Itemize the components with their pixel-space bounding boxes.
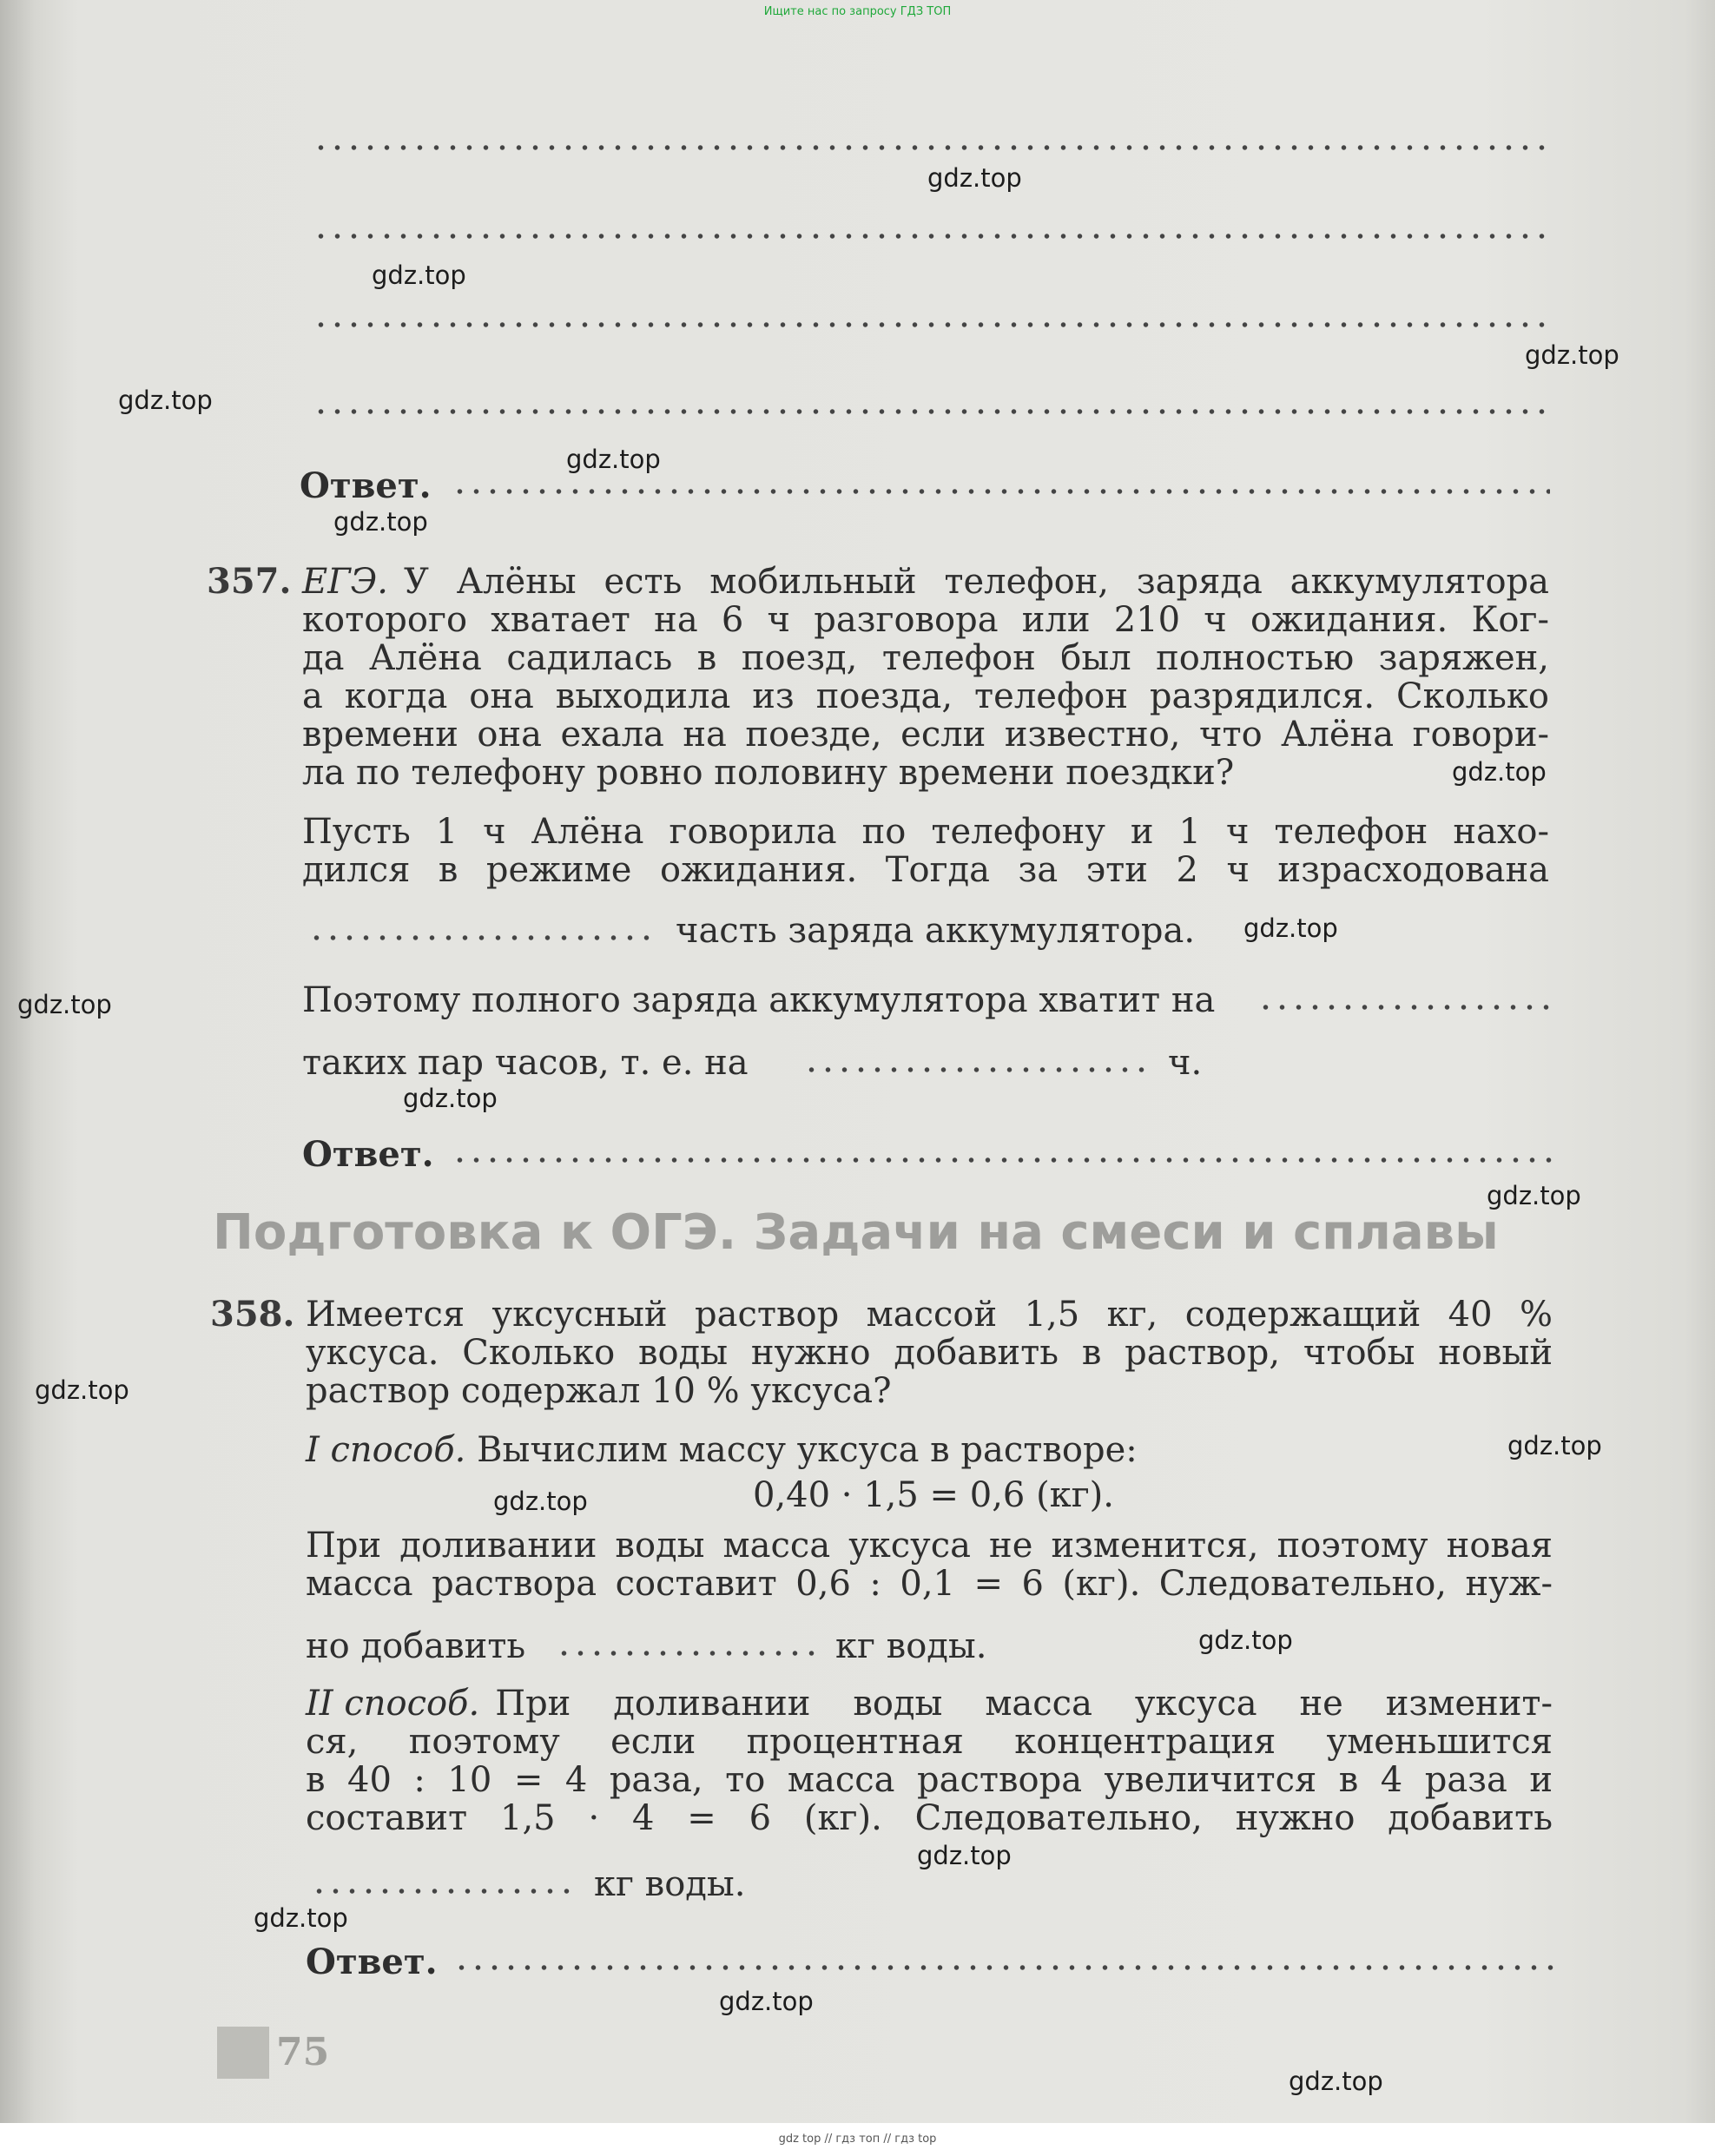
answer-line <box>452 1157 1553 1164</box>
exam-tag: ЕГЭ. <box>302 562 389 602</box>
method-text: При доливании воды масса уксуса не изменит- <box>495 1684 1553 1724</box>
watermark: gdz.top <box>17 990 112 1019</box>
problem-text: да Алёна садилась в поезд, телефон был полностью заряжен, <box>302 638 1549 678</box>
answer-line <box>313 408 1546 415</box>
blank-line <box>1257 1004 1553 1011</box>
problem-text: а когда она выходила из поезда, телефон разрядился. Сколько <box>302 676 1549 716</box>
problem-number: 358. <box>210 1294 295 1335</box>
solution-text: составит 1,5 · 4 = 6 (кг). Следовательно, нужно добавить <box>306 1798 1553 1838</box>
answer-line <box>452 488 1550 495</box>
answer-line <box>313 233 1546 240</box>
solution-text: кг воды. <box>835 1626 987 1666</box>
watermark: gdz.top <box>1452 757 1547 787</box>
answer-label: Ответ. <box>306 1942 438 1982</box>
solution-text: масса раствора составит 0,6 : 0,1 = 6 (кг). Следовательно, нуж- <box>306 1564 1553 1604</box>
page-number-box <box>217 2027 269 2079</box>
watermark: gdz.top <box>1243 913 1338 943</box>
method-label: I способ. <box>306 1430 466 1470</box>
solution-text: дился в режиме ожидания. Тогда за эти 2 ч израсходована <box>302 850 1549 890</box>
watermark: gdz.top <box>719 1987 814 2016</box>
solution-text: но добавить <box>306 1626 526 1666</box>
solution-text: Пусть 1 ч Алёна говорила по телефону и 1 ч телефон нахо- <box>302 812 1549 852</box>
formula: 0,40 · 1,5 = 0,6 (кг). <box>753 1475 1114 1515</box>
watermark: gdz.top <box>917 1841 1012 1870</box>
answer-label: Ответ. <box>302 1134 434 1175</box>
watermark: gdz.top <box>1289 2067 1383 2096</box>
method-1-intro <box>306 1431 1138 1469</box>
solution-text: таких пар часов, т. е. на <box>302 1043 749 1083</box>
watermark: gdz.top <box>927 163 1022 193</box>
problem-text: Имеется уксусный раствор массой 1,5 кг, содержащий 40 % <box>306 1295 1553 1335</box>
problem-text-rest: У Алёны есть мобильный телефон, заряда аккумулятора <box>404 562 1549 602</box>
method-text: Вычислим массу уксуса в растворе: <box>477 1430 1138 1470</box>
watermark: gdz.top <box>372 260 466 290</box>
problem-text: уксуса. Сколько воды нужно добавить в раствор, чтобы новый <box>306 1333 1553 1373</box>
problem-text: времени она ехала на поезде, если известно, что Алёна говори- <box>302 715 1549 755</box>
watermark: gdz.top <box>1198 1625 1293 1655</box>
solution-text: При доливании воды масса уксуса не изменится, поэтому новая <box>306 1526 1553 1566</box>
top-banner[interactable]: Ищите нас по запросу ГДЗ ТОП <box>763 5 952 18</box>
answer-line <box>313 144 1546 151</box>
problem-text: ла по телефону ровно половину времени поездки? <box>302 753 1235 793</box>
blank-line <box>311 1888 571 1895</box>
problem-text: раствор содержал 10 % уксуса? <box>306 1371 892 1411</box>
problem-text <box>302 563 1549 601</box>
page-number: 75 <box>276 2030 330 2074</box>
solution-text: кг воды. <box>594 1864 746 1904</box>
method-2-intro <box>306 1685 1553 1723</box>
watermark: gdz.top <box>1487 1181 1581 1210</box>
bottom-banner[interactable]: gdz top // гдз топ // гдз top <box>778 2133 937 2146</box>
section-heading: Подготовка к ОГЭ. Задачи на смеси и сплавы <box>213 1204 1499 1261</box>
watermark: gdz.top <box>493 1487 588 1516</box>
watermark: gdz.top <box>254 1903 348 1933</box>
solution-text: ч. <box>1168 1043 1203 1083</box>
blank-line <box>556 1650 816 1657</box>
answer-label: Ответ. <box>300 465 432 506</box>
answer-line <box>453 1964 1554 1971</box>
blank-line <box>803 1066 1146 1073</box>
problem-number: 357. <box>207 561 292 602</box>
solution-text: в 40 : 10 = 4 раза, то масса раствора увеличится в 4 раза и <box>306 1760 1553 1800</box>
watermark: gdz.top <box>118 386 213 415</box>
solution-text: ся, поэтому если процентная концентрация уменьшится <box>306 1722 1553 1762</box>
problem-text: которого хватает на 6 ч разговора или 210 ч ожидания. Ког- <box>302 600 1549 640</box>
watermark: gdz.top <box>333 507 428 537</box>
watermark: gdz.top <box>1525 340 1619 370</box>
watermark: gdz.top <box>1507 1431 1602 1460</box>
method-label: II способ. <box>306 1684 480 1724</box>
solution-text: часть заряда аккумулятора. <box>676 911 1196 951</box>
blank-line <box>308 934 656 941</box>
answer-line <box>313 321 1546 328</box>
watermark: gdz.top <box>566 445 661 474</box>
watermark: gdz.top <box>35 1375 129 1405</box>
solution-text: Поэтому полного заряда аккумулятора хватит на <box>302 980 1216 1020</box>
watermark: gdz.top <box>403 1084 498 1113</box>
